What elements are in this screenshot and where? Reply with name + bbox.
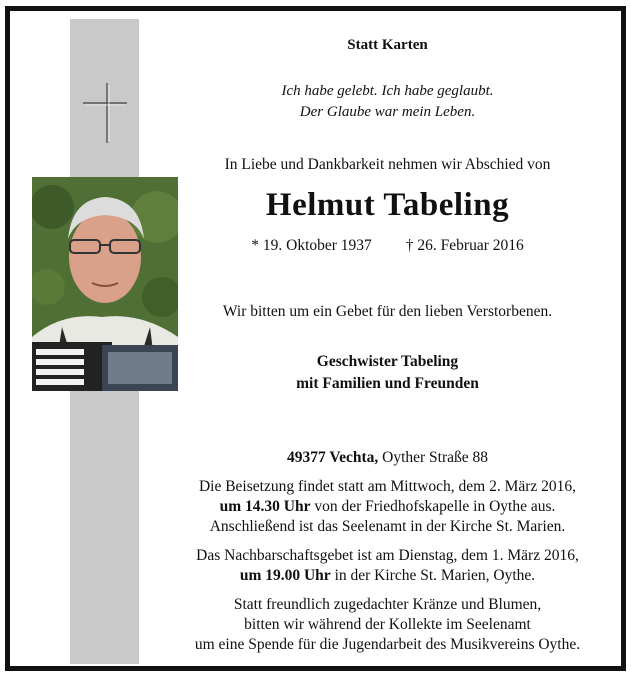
flowers-line-1: Statt freundlich zugedachter Kränze und Blumen, <box>233 596 542 613</box>
flowers-line-3: um eine Spende für die Jugendarbeit des Musikvereins Oythe. <box>194 636 581 653</box>
flowers-line-2: bitten wir während der Kollekte im Seelenamt <box>244 616 531 633</box>
cross-icon <box>80 81 128 145</box>
funeral-line-2 <box>160 498 615 516</box>
life-dates <box>160 237 615 255</box>
family-line-2: mit Familien und Freunden <box>296 375 479 392</box>
neighbor-prayer-line-1: Das Nachbarschaftsgebet ist am Dienstag, dem 1. März 2016, <box>196 547 579 564</box>
prayer-request: Wir bitten um ein Gebet für den lieben Verstorbenen. <box>222 303 553 320</box>
motto-line-2: Der Glaube war mein Leben. <box>299 104 476 120</box>
address-street: Oyther Straße 88 <box>378 449 489 466</box>
neighbor-prayer-line-2 <box>160 567 615 585</box>
birth-date: * 19. Oktober 1937 <box>251 237 372 254</box>
funeral-line-3: Anschließend ist das Seelenamt in der Kirche St. Marien. <box>209 518 566 535</box>
death-date: † 26. Februar 2016 <box>405 237 524 254</box>
motto-line-1: Ich habe gelebt. Ich habe geglaubt. <box>281 83 494 99</box>
obituary-frame <box>5 6 626 671</box>
neighbor-prayer-place: in der Kirche St. Marien, Oythe. <box>330 567 536 584</box>
farewell-intro: In Liebe und Dankbarkeit nehmen wir Abschied von <box>224 156 551 173</box>
address-city: 49377 Vechta, <box>286 449 379 466</box>
funeral-time: um 14.30 Uhr <box>219 498 311 515</box>
family-line-1: Geschwister Tabeling <box>316 353 459 370</box>
address <box>160 449 615 467</box>
portrait-photo <box>32 177 178 391</box>
funeral-place: von der Friedhofskapelle in Oythe aus. <box>310 498 556 515</box>
neighbor-prayer-time: um 19.00 Uhr <box>239 567 331 584</box>
header-statt-karten: Statt Karten <box>347 37 428 53</box>
deceased-name: Helmut Tabeling <box>265 187 510 223</box>
funeral-line-1: Die Beisetzung findet statt am Mittwoch, dem 2. März 2016, <box>198 478 577 495</box>
